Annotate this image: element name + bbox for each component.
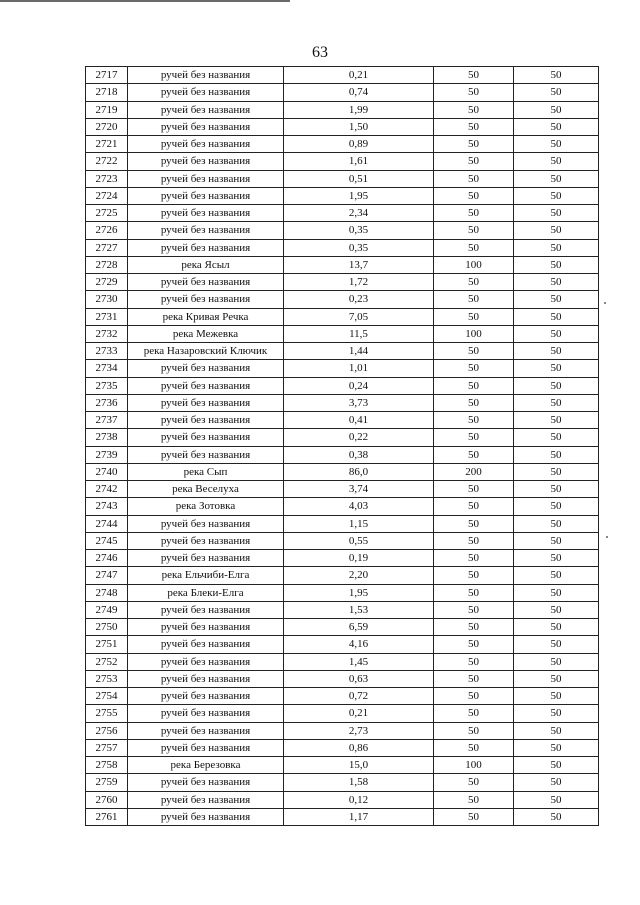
cell-coastal-strip: 50 [514,429,599,446]
table-row [86,239,599,256]
cell-water-protection-zone: 50 [434,274,514,291]
table-row [86,170,599,187]
table-row [86,498,599,515]
cell-water-protection-zone: 50 [434,653,514,670]
table-row [86,429,599,446]
table-row [86,205,599,222]
table-row [86,377,599,394]
cell-water-protection-zone: 50 [434,308,514,325]
cell-water-protection-zone: 50 [434,567,514,584]
cell-water-protection-zone: 50 [434,239,514,256]
table-row [86,808,599,825]
cell-name: ручей без названия [128,550,284,567]
cell-number: 2734 [86,360,128,377]
cell-name: ручей без названия [128,360,284,377]
cell-coastal-strip: 50 [514,187,599,204]
cell-length: 0,12 [284,791,434,808]
cell-number: 2732 [86,325,128,342]
table-row [86,394,599,411]
table-row [86,619,599,636]
cell-coastal-strip: 50 [514,308,599,325]
cell-name: ручей без названия [128,412,284,429]
cell-water-protection-zone: 50 [434,619,514,636]
cell-number: 2727 [86,239,128,256]
cell-water-protection-zone: 50 [434,187,514,204]
cell-name: ручей без названия [128,670,284,687]
cell-name: ручей без названия [128,532,284,549]
table-row [86,515,599,532]
cell-water-protection-zone: 50 [434,101,514,118]
cell-water-protection-zone: 50 [434,153,514,170]
cell-name: река Веселуха [128,481,284,498]
cell-length: 0,21 [284,67,434,84]
cell-length: 0,63 [284,670,434,687]
cell-coastal-strip: 50 [514,757,599,774]
cell-name: ручей без названия [128,187,284,204]
cell-coastal-strip: 50 [514,584,599,601]
table-row [86,136,599,153]
cell-number: 2753 [86,670,128,687]
cell-length: 0,41 [284,412,434,429]
cell-water-protection-zone: 50 [434,136,514,153]
cell-number: 2728 [86,256,128,273]
cell-number: 2736 [86,394,128,411]
cell-water-protection-zone: 50 [434,532,514,549]
cell-name: ручей без названия [128,67,284,84]
cell-name: ручей без названия [128,446,284,463]
cell-name: ручей без названия [128,429,284,446]
cell-number: 2718 [86,84,128,101]
cell-name: ручей без названия [128,153,284,170]
cell-length: 0,74 [284,84,434,101]
cell-number: 2754 [86,688,128,705]
cell-length: 1,50 [284,118,434,135]
cell-coastal-strip: 50 [514,739,599,756]
cell-number: 2761 [86,808,128,825]
cell-length: 1,01 [284,360,434,377]
cell-length: 15,0 [284,757,434,774]
cell-water-protection-zone: 100 [434,325,514,342]
cell-number: 2745 [86,532,128,549]
cell-number: 2723 [86,170,128,187]
table-row [86,153,599,170]
cell-water-protection-zone: 50 [434,584,514,601]
table-row [86,84,599,101]
cell-number: 2758 [86,757,128,774]
cell-coastal-strip: 50 [514,118,599,135]
cell-length: 0,35 [284,222,434,239]
table-row [86,567,599,584]
cell-number: 2720 [86,118,128,135]
cell-number: 2744 [86,515,128,532]
cell-coastal-strip: 50 [514,515,599,532]
cell-length: 1,58 [284,774,434,791]
cell-name: ручей без названия [128,84,284,101]
table-row [86,308,599,325]
cell-length: 0,89 [284,136,434,153]
cell-length: 3,74 [284,481,434,498]
table-row [86,757,599,774]
table-body [86,67,599,826]
cell-length: 0,21 [284,705,434,722]
cell-water-protection-zone: 50 [434,412,514,429]
cell-name: река Назаровский Ключик [128,343,284,360]
cell-number: 2717 [86,67,128,84]
cell-number: 2740 [86,463,128,480]
scan-speck [604,302,606,304]
cell-name: река Блеки-Елга [128,584,284,601]
cell-water-protection-zone: 50 [434,808,514,825]
cell-number: 2749 [86,601,128,618]
cell-length: 4,03 [284,498,434,515]
cell-water-protection-zone: 100 [434,757,514,774]
cell-coastal-strip: 50 [514,446,599,463]
cell-water-protection-zone: 100 [434,256,514,273]
cell-coastal-strip: 50 [514,101,599,118]
table-row [86,636,599,653]
cell-coastal-strip: 50 [514,170,599,187]
cell-water-protection-zone: 50 [434,774,514,791]
table-row [86,722,599,739]
cell-number: 2752 [86,653,128,670]
page-number: 63 [312,44,328,61]
cell-length: 13,7 [284,256,434,273]
cell-coastal-strip: 50 [514,84,599,101]
cell-name: река Сып [128,463,284,480]
cell-length: 2,20 [284,567,434,584]
cell-water-protection-zone: 50 [434,515,514,532]
cell-water-protection-zone: 50 [434,67,514,84]
cell-name: река Кривая Речка [128,308,284,325]
table-row [86,412,599,429]
cell-coastal-strip: 50 [514,239,599,256]
table-row [86,101,599,118]
cell-name: ручей без названия [128,274,284,291]
cell-name: река Ельчиби-Елга [128,567,284,584]
cell-water-protection-zone: 50 [434,739,514,756]
cell-water-protection-zone: 50 [434,118,514,135]
cell-water-protection-zone: 50 [434,360,514,377]
cell-length: 1,95 [284,584,434,601]
cell-coastal-strip: 50 [514,256,599,273]
cell-coastal-strip: 50 [514,274,599,291]
cell-water-protection-zone: 50 [434,343,514,360]
cell-coastal-strip: 50 [514,567,599,584]
cell-name: ручей без названия [128,705,284,722]
table-row [86,67,599,84]
cell-coastal-strip: 50 [514,601,599,618]
cell-number: 2731 [86,308,128,325]
cell-water-protection-zone: 50 [434,222,514,239]
cell-length: 1,15 [284,515,434,532]
cell-water-protection-zone: 50 [434,446,514,463]
cell-length: 1,61 [284,153,434,170]
cell-water-protection-zone: 50 [434,722,514,739]
cell-coastal-strip: 50 [514,325,599,342]
cell-number: 2730 [86,291,128,308]
table-row [86,360,599,377]
cell-name: ручей без названия [128,101,284,118]
cell-water-protection-zone: 50 [434,291,514,308]
cell-coastal-strip: 50 [514,808,599,825]
cell-length: 0,72 [284,688,434,705]
cell-length: 0,38 [284,446,434,463]
table-row [86,653,599,670]
cell-length: 0,35 [284,239,434,256]
table-row [86,118,599,135]
cell-length: 0,19 [284,550,434,567]
cell-water-protection-zone: 50 [434,429,514,446]
cell-number: 2759 [86,774,128,791]
cell-water-protection-zone: 50 [434,688,514,705]
cell-length: 2,34 [284,205,434,222]
cell-coastal-strip: 50 [514,136,599,153]
cell-coastal-strip: 50 [514,550,599,567]
cell-water-protection-zone: 50 [434,394,514,411]
cell-coastal-strip: 50 [514,774,599,791]
cell-name: ручей без названия [128,636,284,653]
cell-length: 86,0 [284,463,434,480]
cell-number: 2729 [86,274,128,291]
cell-number: 2755 [86,705,128,722]
cell-length: 1,99 [284,101,434,118]
table-row [86,274,599,291]
table-row [86,550,599,567]
cell-number: 2757 [86,739,128,756]
cell-number: 2756 [86,722,128,739]
cell-water-protection-zone: 50 [434,170,514,187]
table-row [86,739,599,756]
cell-name: ручей без названия [128,377,284,394]
cell-name: река Ясыл [128,256,284,273]
cell-coastal-strip: 50 [514,377,599,394]
cell-name: река Межевка [128,325,284,342]
cell-name: ручей без названия [128,722,284,739]
cell-water-protection-zone: 50 [434,377,514,394]
cell-number: 2722 [86,153,128,170]
cell-coastal-strip: 50 [514,705,599,722]
cell-number: 2739 [86,446,128,463]
cell-number: 2742 [86,481,128,498]
cell-name: ручей без названия [128,791,284,808]
table-row [86,325,599,342]
cell-water-protection-zone: 50 [434,481,514,498]
cell-water-protection-zone: 50 [434,205,514,222]
cell-coastal-strip: 50 [514,498,599,515]
table-row [86,705,599,722]
cell-name: ручей без названия [128,291,284,308]
cell-length: 4,16 [284,636,434,653]
cell-name: река Зотовка [128,498,284,515]
table-row [86,601,599,618]
cell-number: 2748 [86,584,128,601]
table-row [86,791,599,808]
cell-name: ручей без названия [128,619,284,636]
cell-length: 1,53 [284,601,434,618]
table-row [86,446,599,463]
cell-number: 2735 [86,377,128,394]
table-row [86,463,599,480]
cell-number: 2743 [86,498,128,515]
cell-coastal-strip: 50 [514,532,599,549]
cell-length: 1,45 [284,653,434,670]
cell-number: 2738 [86,429,128,446]
cell-number: 2721 [86,136,128,153]
cell-water-protection-zone: 50 [434,498,514,515]
cell-water-protection-zone: 50 [434,636,514,653]
cell-length: 1,72 [284,274,434,291]
cell-length: 1,17 [284,808,434,825]
cell-number: 2760 [86,791,128,808]
cell-water-protection-zone: 50 [434,550,514,567]
scan-speck [606,536,608,538]
cell-coastal-strip: 50 [514,343,599,360]
cell-name: ручей без названия [128,118,284,135]
cell-length: 0,86 [284,739,434,756]
cell-coastal-strip: 50 [514,360,599,377]
cell-length: 1,95 [284,187,434,204]
cell-coastal-strip: 50 [514,653,599,670]
cell-coastal-strip: 50 [514,619,599,636]
cell-name: ручей без названия [128,774,284,791]
cell-coastal-strip: 50 [514,481,599,498]
cell-length: 0,22 [284,429,434,446]
cell-coastal-strip: 50 [514,412,599,429]
cell-number: 2746 [86,550,128,567]
cell-number: 2747 [86,567,128,584]
cell-water-protection-zone: 50 [434,670,514,687]
watercourse-table [85,66,599,826]
cell-name: ручей без названия [128,239,284,256]
cell-length: 6,59 [284,619,434,636]
cell-water-protection-zone: 50 [434,601,514,618]
table-row [86,774,599,791]
table-row [86,532,599,549]
table-row [86,688,599,705]
cell-coastal-strip: 50 [514,394,599,411]
table-row [86,187,599,204]
cell-number: 2725 [86,205,128,222]
table-row [86,481,599,498]
cell-length: 0,24 [284,377,434,394]
cell-coastal-strip: 50 [514,291,599,308]
cell-name: ручей без названия [128,739,284,756]
cell-length: 0,23 [284,291,434,308]
cell-coastal-strip: 50 [514,153,599,170]
cell-name: ручей без названия [128,653,284,670]
cell-length: 2,73 [284,722,434,739]
cell-length: 3,73 [284,394,434,411]
cell-length: 0,51 [284,170,434,187]
table-row [86,222,599,239]
cell-name: ручей без названия [128,688,284,705]
cell-water-protection-zone: 50 [434,791,514,808]
cell-length: 7,05 [284,308,434,325]
cell-name: ручей без названия [128,394,284,411]
cell-length: 11,5 [284,325,434,342]
cell-coastal-strip: 50 [514,636,599,653]
cell-name: ручей без названия [128,601,284,618]
cell-name: ручей без названия [128,136,284,153]
cell-name: ручей без названия [128,205,284,222]
table-row [86,291,599,308]
cell-coastal-strip: 50 [514,688,599,705]
cell-name: ручей без названия [128,808,284,825]
cell-number: 2737 [86,412,128,429]
cell-coastal-strip: 50 [514,791,599,808]
scan-edge-line [0,0,290,2]
cell-water-protection-zone: 50 [434,705,514,722]
cell-coastal-strip: 50 [514,222,599,239]
cell-water-protection-zone: 50 [434,84,514,101]
table-row [86,343,599,360]
cell-number: 2750 [86,619,128,636]
table-row [86,256,599,273]
table-row [86,670,599,687]
cell-coastal-strip: 50 [514,67,599,84]
cell-number: 2724 [86,187,128,204]
cell-number: 2733 [86,343,128,360]
cell-coastal-strip: 50 [514,670,599,687]
cell-water-protection-zone: 200 [434,463,514,480]
cell-name: ручей без названия [128,515,284,532]
cell-number: 2726 [86,222,128,239]
cell-name: ручей без названия [128,222,284,239]
cell-coastal-strip: 50 [514,463,599,480]
cell-number: 2719 [86,101,128,118]
cell-name: ручей без названия [128,170,284,187]
table-row [86,584,599,601]
cell-number: 2751 [86,636,128,653]
cell-name: река Березовка [128,757,284,774]
cell-length: 1,44 [284,343,434,360]
cell-length: 0,55 [284,532,434,549]
cell-coastal-strip: 50 [514,722,599,739]
cell-coastal-strip: 50 [514,205,599,222]
